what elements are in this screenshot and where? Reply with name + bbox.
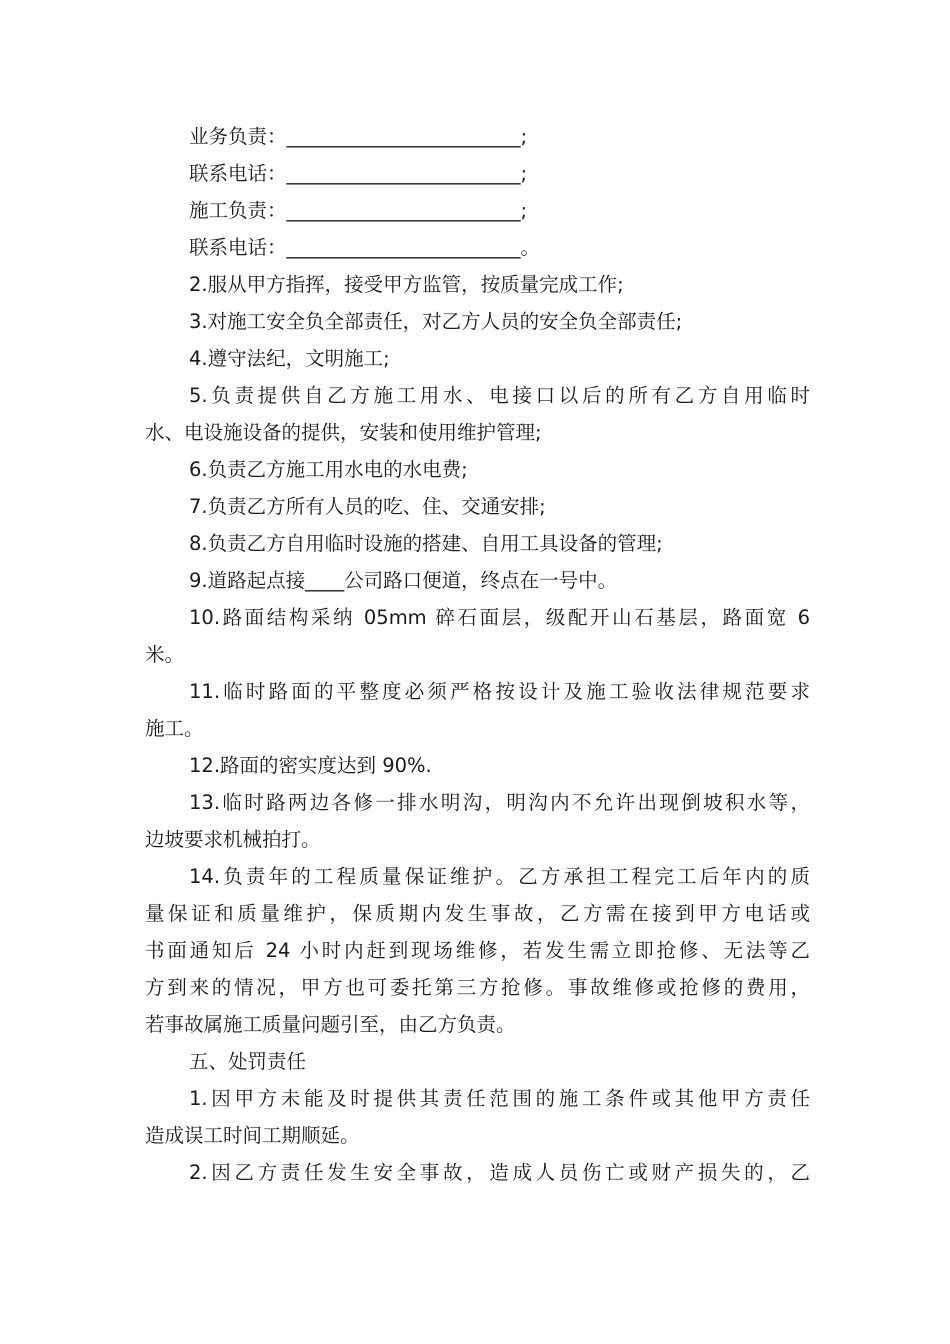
clause-8: 8.负责乙方自用临时设施的搭建、自用工具设备的管理; (189, 532, 663, 555)
clause-14-line-4: 方到来的情况，甲方也可委托第三方抢修。事故维修或抢修的费用， (145, 976, 810, 999)
clause-14-line-2: 量保证和质量维护，保质期内发生事故，乙方需在接到甲方电话或 (145, 902, 810, 925)
clause-9: 9.道路起点接____公司路口便道，终点在一号中。 (189, 569, 618, 592)
business-contact-line: 业务负责：________________________; (189, 125, 528, 148)
phone-line-2: 联系电话：________________________。 (189, 236, 541, 259)
clause-2: 2.服从甲方指挥，接受甲方监管，按质量完成工作; (189, 273, 624, 296)
penalty-1-line-2: 造成误工时间工期顺延。 (145, 1124, 360, 1147)
clause-10-line-2: 米。 (145, 643, 185, 666)
clause-5-line-2: 水、电设施设备的提供，安装和使用维护管理; (145, 421, 542, 444)
clause-14-line-5: 若事故属施工质量问题引至，由乙方负责。 (145, 1013, 516, 1036)
section-5-heading: 五、处罚责任 (189, 1050, 307, 1073)
clause-11-line-1: 11.临时路面的平整度必须严格按设计及施工验收法律规范要求 (189, 680, 810, 703)
document-body (145, 118, 810, 1191)
clause-14-line-3: 书面通知后 24 小时内赶到现场维修，若发生需立即抢修、无法等乙 (145, 939, 810, 962)
clause-7: 7.负责乙方所有人员的吃、住、交通安排; (189, 495, 546, 518)
clause-12: 12.路面的密实度达到 90%. (189, 754, 432, 777)
clause-14-line-1: 14.负责年的工程质量保证维护。乙方承担工程完工后年内的质 (189, 865, 810, 888)
clause-4: 4.遵守法纪，文明施工; (189, 347, 390, 370)
clause-11-line-2: 施工。 (145, 717, 204, 740)
clause-10-line-1: 10.路面结构采纳 05mm 碎石面层，级配开山石基层，路面宽 6 (189, 606, 810, 629)
clause-3: 3.对施工安全负全部责任，对乙方人员的安全负全部责任; (189, 310, 683, 333)
penalty-1-line-1: 1.因甲方未能及时提供其责任范围的施工条件或其他甲方责任 (189, 1087, 810, 1110)
phone-line-1: 联系电话：________________________; (189, 162, 528, 185)
construction-contact-line: 施工负责：________________________; (189, 199, 528, 222)
clause-5-line-1: 5.负责提供自乙方施工用水、电接口以后的所有乙方自用临时 (189, 384, 810, 407)
clause-13-line-1: 13.临时路两边各修一排水明沟，明沟内不允许出现倒坡积水等， (189, 791, 810, 814)
clause-6: 6.负责乙方施工用水电的水电费; (189, 458, 468, 481)
clause-13-line-2: 边坡要求机械拍打。 (145, 828, 321, 851)
penalty-2-line-1: 2.因乙方责任发生安全事故，造成人员伤亡或财产损失的，乙 (189, 1161, 810, 1184)
